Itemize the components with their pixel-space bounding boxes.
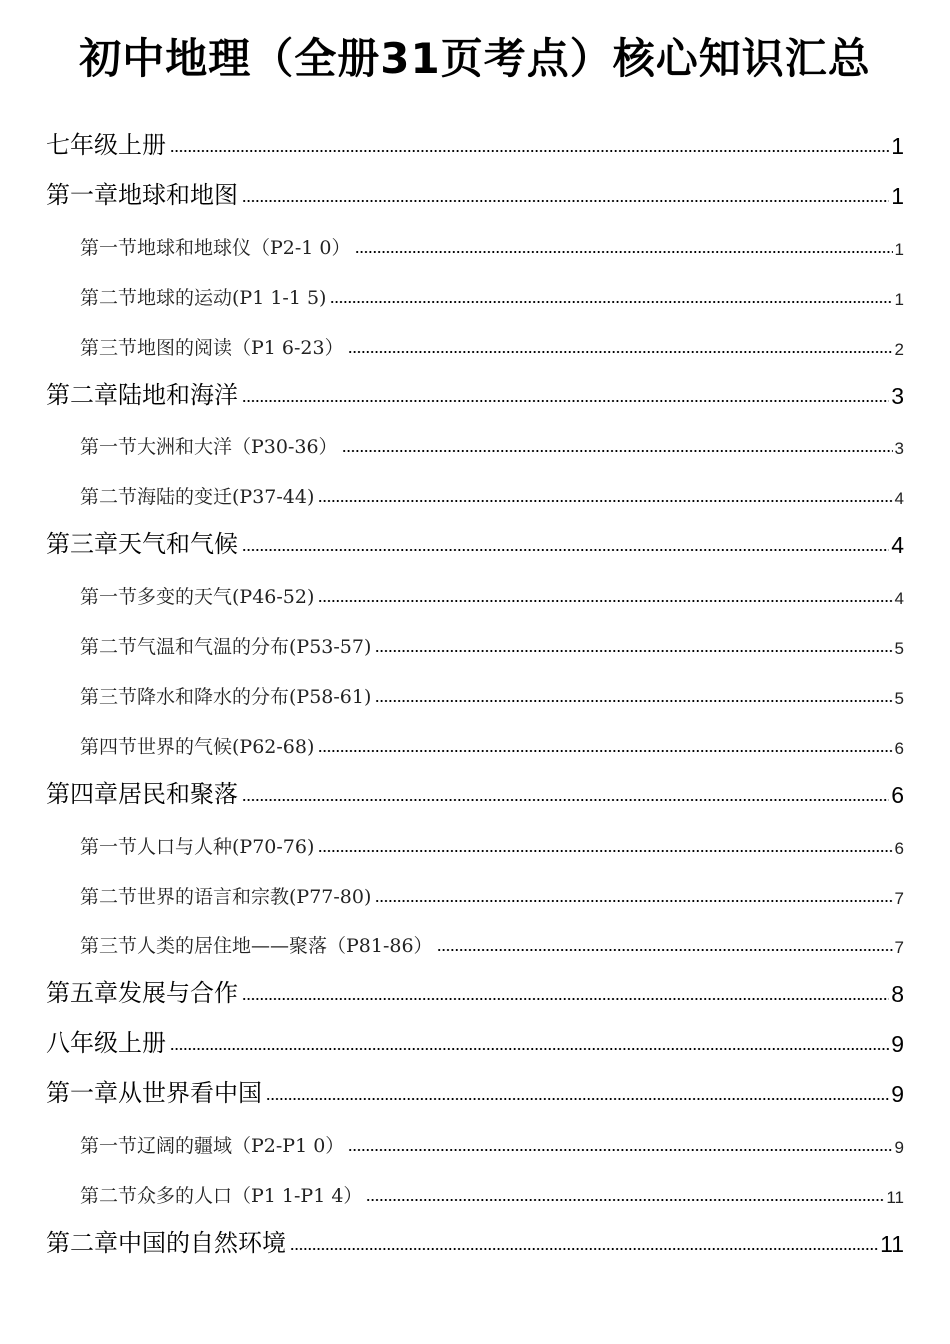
- toc-page-number: 7: [894, 888, 904, 908]
- toc-section-entry[interactable]: [80, 669, 904, 709]
- toc-dot-leader: [375, 899, 892, 903]
- toc-section-entry[interactable]: [80, 569, 904, 609]
- toc-entry-label: 第一节辽阔的疆域（P2-P1 0）: [80, 1135, 345, 1157]
- toc-dot-leader: [242, 199, 889, 203]
- toc-entry-label: 第一节多变的天气(P46-52): [80, 586, 315, 609]
- toc-dot-leader: [366, 1198, 884, 1202]
- toc-page-number: 1: [894, 239, 904, 259]
- toc-entry-label: 第二节世界的语言和宗教(P77-80): [80, 885, 372, 908]
- toc-entry-label: 第一节地球和地球仪（P2-1 0）: [80, 236, 351, 259]
- toc-section-entry[interactable]: [80, 819, 904, 859]
- toc-page-number: 6: [894, 738, 904, 758]
- toc-page-number: 5: [894, 639, 904, 658]
- toc-dot-leader: [437, 948, 893, 952]
- toc-page-number: 1: [891, 133, 904, 159]
- toc-entry-label: 七年级上册: [46, 131, 166, 159]
- toc-entry-label: 第一节大洲和大洋（P30-36）: [80, 436, 338, 459]
- toc-dot-leader: [242, 798, 889, 802]
- toc-dot-leader: [242, 997, 889, 1001]
- toc-chapter-entry[interactable]: [46, 370, 904, 410]
- toc-page-number: 9: [891, 1081, 904, 1108]
- toc-entry-label: 第二节气温和气温的分布(P53-57): [80, 636, 372, 658]
- toc-entry-label: 第三节降水和降水的分布(P58-61): [80, 685, 372, 708]
- toc-entry-label: 第一节人口与人种(P70-76): [80, 835, 315, 858]
- toc-entry-label: 第二节地球的运动(P1 1-1 5): [80, 286, 327, 309]
- toc-entry-label: 第一章地球和地图: [46, 180, 238, 209]
- toc-section-entry[interactable]: [80, 1168, 904, 1208]
- toc-section-entry[interactable]: [80, 619, 904, 659]
- toc-dot-leader: [242, 548, 889, 552]
- toc-entry-label: 第四节世界的气候(P62-68): [80, 735, 315, 758]
- toc-section-entry[interactable]: [80, 719, 904, 759]
- toc-dot-leader: [318, 599, 892, 603]
- toc-page-number: 9: [894, 1138, 904, 1157]
- toc-chapter-entry[interactable]: [46, 1018, 904, 1058]
- toc-entry-label: 第二章中国的自然环境: [46, 1228, 286, 1257]
- toc-page-number: 3: [894, 439, 904, 459]
- toc-section-entry[interactable]: [80, 419, 904, 459]
- toc-section-entry[interactable]: [80, 320, 904, 360]
- toc-dot-leader: [342, 449, 893, 453]
- toc-chapter-entry[interactable]: [46, 1068, 904, 1108]
- document-title: 初中地理（全册31页考点）核心知识汇总: [79, 34, 871, 83]
- toc-dot-leader: [318, 849, 892, 853]
- toc-page-number: 4: [894, 489, 904, 509]
- toc-dot-leader: [318, 499, 892, 503]
- toc-page-number: 1: [894, 289, 904, 309]
- toc-dot-leader: [375, 699, 892, 703]
- toc-chapter-entry[interactable]: [46, 120, 904, 160]
- toc-dot-leader: [348, 1148, 892, 1152]
- toc-entry-label: 八年级上册: [46, 1029, 166, 1058]
- toc-dot-leader: [348, 350, 893, 354]
- toc-dot-leader: [170, 149, 889, 153]
- toc-page-number: 7: [894, 938, 904, 958]
- toc-page-number: 6: [894, 838, 904, 858]
- toc-dot-leader: [242, 399, 889, 403]
- toc-section-entry[interactable]: [80, 869, 904, 909]
- toc-page-number: 4: [891, 532, 904, 559]
- toc-entry-label: 第四章居民和聚落: [46, 779, 238, 808]
- toc-chapter-entry[interactable]: [46, 1218, 904, 1258]
- toc-dot-leader: [355, 250, 893, 254]
- toc-dot-leader: [330, 300, 892, 304]
- toc-entry-label: 第一章从世界看中国: [46, 1079, 262, 1108]
- toc-page-number: 3: [891, 382, 904, 409]
- toc-page-number: 8: [891, 981, 904, 1008]
- toc-page-number: 2: [894, 339, 904, 359]
- toc-section-entry[interactable]: [80, 1118, 904, 1158]
- toc-dot-leader: [170, 1047, 889, 1051]
- toc-entry-label: 第五章发展与合作: [46, 979, 238, 1008]
- toc-dot-leader: [375, 649, 892, 653]
- toc-section-entry[interactable]: [80, 270, 904, 310]
- toc-section-entry[interactable]: [80, 220, 904, 260]
- toc-page-number: 1: [891, 182, 904, 209]
- toc-dot-leader: [290, 1247, 878, 1251]
- toc-entry-label: 第二节众多的人口（P1 1-P1 4）: [80, 1184, 363, 1207]
- toc-page-number: 9: [891, 1031, 904, 1058]
- toc-page-number: 5: [894, 688, 904, 708]
- toc-entry-label: 第二节海陆的变迁(P37-44): [80, 486, 315, 509]
- toc-section-entry[interactable]: [80, 918, 904, 958]
- toc-entry-label: 第三节地图的阅读（P1 6-23）: [80, 336, 344, 359]
- toc-chapter-entry[interactable]: [46, 769, 904, 809]
- toc-chapter-entry[interactable]: [46, 170, 904, 210]
- toc-entry-label: 第三节人类的居住地——聚落（P81-86）: [80, 935, 433, 958]
- toc-page-number: 11: [886, 1187, 904, 1207]
- toc-dot-leader: [318, 749, 892, 753]
- toc-page-number: 4: [894, 589, 904, 609]
- toc-section-entry[interactable]: [80, 469, 904, 509]
- toc-page-number: 11: [880, 1230, 904, 1257]
- toc-page-number: 6: [891, 781, 904, 808]
- toc-dot-leader: [266, 1097, 889, 1101]
- toc-chapter-entry[interactable]: [46, 519, 904, 559]
- toc-chapter-entry[interactable]: [46, 968, 904, 1008]
- toc-entry-label: 第二章陆地和海洋: [46, 380, 238, 409]
- toc-entry-label: 第三章天气和气候: [46, 530, 238, 559]
